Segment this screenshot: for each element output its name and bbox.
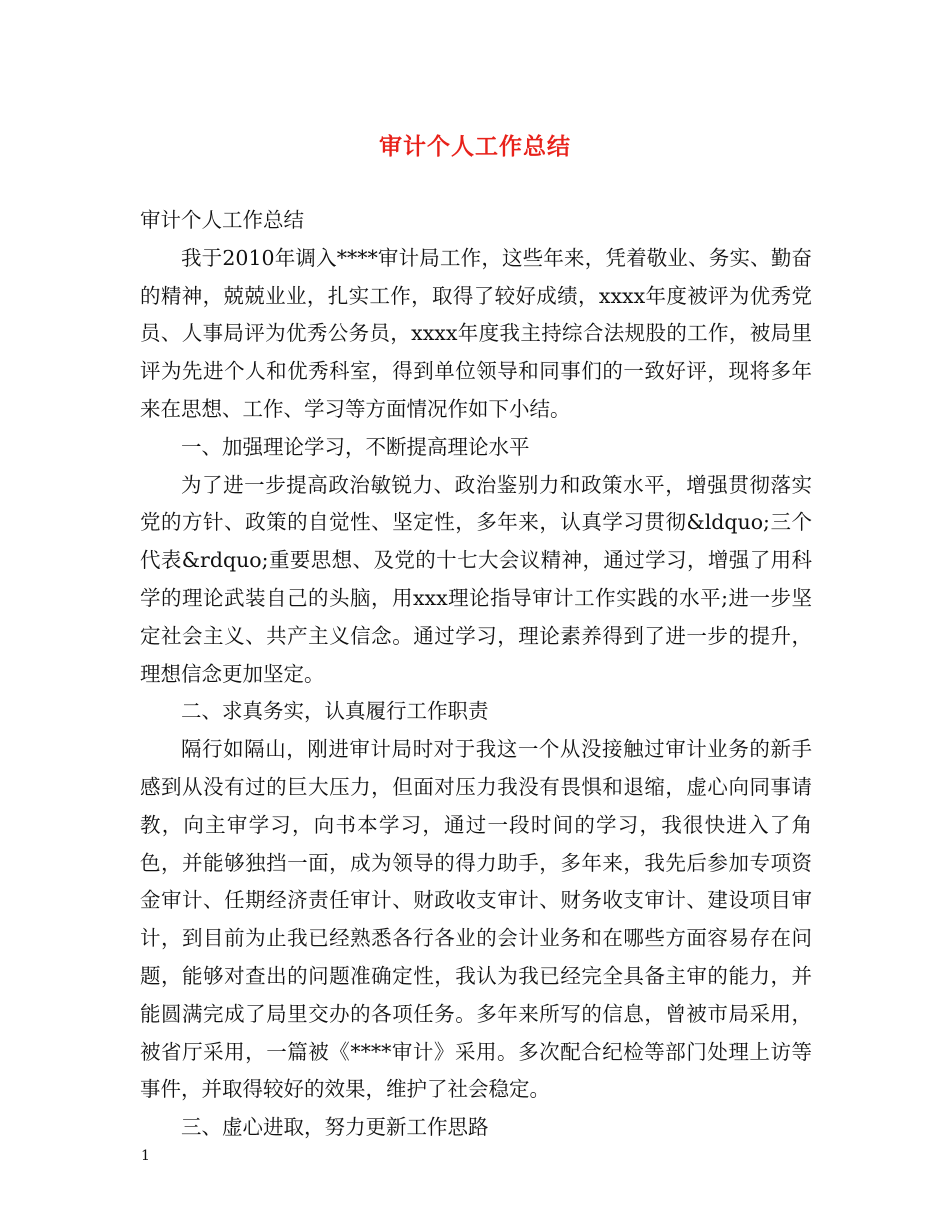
section-heading-3: 三、虚心进取，努力更新工作思路 (181, 1115, 489, 1140)
document-title: 审计个人工作总结 (379, 134, 571, 160)
document-subtitle: 审计个人工作总结 (140, 208, 304, 232)
page-number: 1 (141, 1148, 150, 1164)
section-heading-2: 二、求真务实，认真履行工作职责 (181, 699, 489, 724)
paragraph-work-duties: 隔行如隔山，刚进审计局时对于我这一个从没接触过审计业务的新手感到从没有过的巨大压力，但面对压力我没有畏惧和退缩，虚心向同事请教，向主审学习，向书本学习，通过一段时间的学习，我很快进入了角色，并能够独挡一面，成为领导的得力助手，多年来，我先后参加专项资金审计、任期经济责任审计、财政收支审计、财务收支审计、建设项目审计，到目前为止我已经熟悉各行各业的会计业务和在哪些方面容易存在问题，能够对查出的问题准确定性，我认为我已经完全具备主审的能力，并能圆满完成了局里交办的各项任务。多年来所写的信息，曾被市局采用，被省厅采用，一篇被《****审计》采用。多次配合纪检等部门处理上访等事件，并取得较好的效果，维护了社会稳定。 (140, 737, 812, 1102)
paragraph-intro: 我于2010年调入****审计局工作，这些年来，凭着敬业、务实、勤奋的精神，兢兢业业，扎实工作，取得了较好成绩，xxxx年度被评为优秀党员、人事局评为优秀公务员，xxxx年度我主持综合法规股的工作，被局里评为先进个人和优秀科室，得到单位领导和同事们的一致好评，现将多年来在思想、工作、学习等方面情况作如下小结。 (140, 245, 812, 421)
section-heading-1: 一、加强理论学习，不断提高理论水平 (181, 434, 530, 459)
document-body (140, 202, 812, 1147)
paragraph-theory-study: 为了进一步提高政治敏锐力、政治鉴别力和政策水平，增强贯彻落实党的方针、政策的自觉性、坚定性，多年来，认真学习贯彻&ldquo;三个代表&rdquo;重要思想、及党的十七大会议精神，通过学习，增强了用科学的理论武装自己的头脑，用xxx理论指导审计工作实践的水平;进一步坚定社会主义、共产主义信念。通过学习，理论素养得到了进一步的提升，理想信念更加坚定。 (140, 472, 812, 686)
